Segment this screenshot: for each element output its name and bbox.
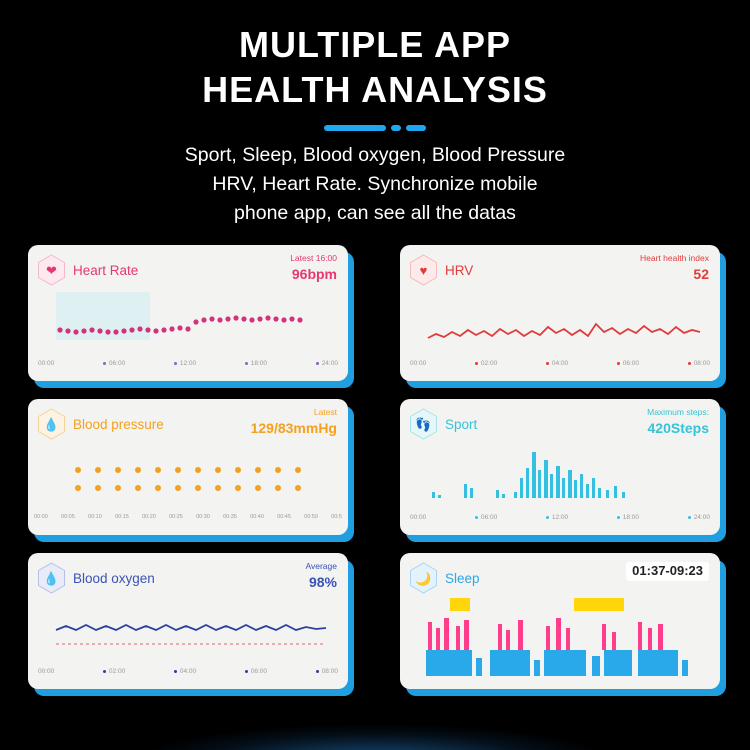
- card-header: [400, 245, 720, 286]
- axis-tick: 00:00: [410, 360, 427, 367]
- card-header-left: [37, 408, 164, 440]
- axis-tick: 02:00: [103, 668, 125, 675]
- card-body: [400, 399, 720, 535]
- card-header: [28, 553, 348, 594]
- card-title: Sport: [445, 416, 478, 432]
- x-axis: [28, 668, 348, 681]
- card-header-left: [37, 254, 138, 286]
- card-body: [28, 245, 348, 381]
- heart-rate-chart: [38, 286, 338, 360]
- axis-tick: 00:00: [34, 514, 48, 520]
- card-header-right: [251, 408, 337, 436]
- card-body: [400, 553, 720, 689]
- axis-tick: 24:00: [688, 514, 710, 521]
- axis-tick: 08:00: [688, 360, 710, 367]
- card-blood-pressure[interactable]: [28, 399, 348, 535]
- heart-pulse-icon: ❤: [37, 254, 66, 286]
- card-header-right: [290, 254, 337, 282]
- axis-tick: 08:00: [316, 668, 338, 675]
- axis-tick: 00:5: [331, 514, 342, 520]
- title-line-1: MULTIPLE APP: [239, 24, 511, 65]
- axis-tick: 00:35: [223, 514, 237, 520]
- footsteps-icon: 👣: [409, 408, 438, 440]
- axis-tick: 00:10: [88, 514, 102, 520]
- card-title: Blood pressure: [73, 416, 164, 432]
- card-header-right: [647, 408, 709, 436]
- card-grid: [28, 245, 728, 689]
- card-blood-oxygen[interactable]: [28, 553, 348, 689]
- card-title: Sleep: [445, 570, 480, 586]
- axis-tick: 00:05: [61, 514, 75, 520]
- axis-tick: 18:00: [617, 514, 639, 521]
- blood-pressure-icon: 💧: [37, 408, 66, 440]
- x-axis: [400, 360, 720, 373]
- subtitle: [55, 141, 695, 228]
- blood-oxygen-chart: [38, 594, 338, 668]
- axis-tick: 12:00: [174, 360, 196, 367]
- card-metric-value: 129/83mmHg: [250, 419, 337, 436]
- card-header-left: [37, 562, 155, 594]
- blood-drop-icon: 💧: [37, 562, 66, 594]
- card-metric-value: 52: [693, 265, 709, 282]
- axis-tick: 02:00: [475, 360, 497, 367]
- card-header-left: [409, 408, 477, 440]
- heart-ecg-icon: ♥: [409, 254, 438, 286]
- divider-segment-2: [391, 125, 401, 131]
- axis-tick: 04:00: [174, 668, 196, 675]
- divider-segment-1: [324, 125, 386, 131]
- card-header-left: [409, 254, 473, 286]
- axis-tick: 00:40: [250, 514, 264, 520]
- subtitle-line-2: HRV, Heart Rate. Synchronize mobile: [212, 173, 538, 195]
- x-axis: [400, 514, 720, 527]
- sport-chart: [410, 440, 710, 514]
- card-metric-label: Heart health index: [640, 253, 709, 263]
- title-divider: [316, 124, 434, 131]
- card-title: Heart Rate: [73, 262, 139, 278]
- card-header-right: [640, 254, 709, 282]
- x-axis: [28, 360, 348, 373]
- card-body: [400, 245, 720, 381]
- card-metric-value: 98%: [308, 573, 337, 590]
- axis-tick: 00:00: [410, 514, 427, 521]
- card-header-right: [305, 562, 337, 590]
- axis-tick: 00:45: [277, 514, 291, 520]
- axis-tick: 24:00: [316, 360, 338, 367]
- card-heart-rate[interactable]: [28, 245, 348, 381]
- divider-segment-3: [406, 125, 426, 131]
- moon-icon: 🌙: [409, 562, 438, 594]
- axis-tick: 00:00: [38, 360, 55, 367]
- card-metric-label: Maximum steps:: [647, 407, 709, 417]
- axis-tick: 00:50: [304, 514, 318, 520]
- axis-tick: 06:00: [245, 668, 267, 675]
- card-sleep[interactable]: [400, 553, 720, 689]
- hrv-chart: [410, 286, 710, 360]
- card-header: [400, 399, 720, 440]
- bottom-glow: [0, 698, 750, 750]
- card-header: [28, 399, 348, 440]
- card-header-left: [409, 562, 480, 594]
- card-body: [28, 553, 348, 689]
- card-metric-value: 01:37-09:23: [626, 562, 709, 581]
- card-body: [28, 399, 348, 535]
- title-line-2: HEALTH ANALYSIS: [202, 69, 548, 110]
- axis-tick: 00:20: [142, 514, 156, 520]
- axis-tick: 00:25: [169, 514, 183, 520]
- axis-tick: 06:00: [475, 514, 497, 521]
- card-header: [400, 553, 720, 594]
- card-sport[interactable]: [400, 399, 720, 535]
- blood-pressure-chart: [38, 440, 338, 514]
- card-hrv[interactable]: [400, 245, 720, 381]
- axis-tick: 04:00: [546, 360, 568, 367]
- card-metric-value: 420Steps: [647, 419, 709, 436]
- subtitle-line-1: Sport, Sleep, Blood oxygen, Blood Pressure: [184, 144, 566, 166]
- hero-section: [0, 0, 750, 228]
- card-metric-label: Latest 16:00: [290, 253, 337, 263]
- card-title: HRV: [445, 262, 474, 278]
- axis-tick: 06:00: [103, 360, 125, 367]
- sleep-chart: [406, 594, 714, 682]
- page-title: [0, 22, 750, 112]
- axis-tick: 12:00: [546, 514, 568, 521]
- axis-tick: 06:00: [617, 360, 639, 367]
- axis-tick: 18:00: [245, 360, 267, 367]
- card-metric-label: Average: [305, 561, 337, 571]
- card-header-right: [626, 562, 709, 581]
- card-title: Blood oxygen: [73, 570, 155, 586]
- card-metric-label: Latest: [313, 407, 337, 417]
- axis-tick: 00:00: [38, 668, 55, 675]
- card-metric-value: 96bpm: [291, 265, 337, 282]
- card-header: [28, 245, 348, 286]
- axis-tick: 00:30: [196, 514, 210, 520]
- x-axis: [28, 514, 348, 526]
- subtitle-line-3: phone app, can see all the datas: [234, 202, 516, 224]
- axis-tick: 00:15: [115, 514, 129, 520]
